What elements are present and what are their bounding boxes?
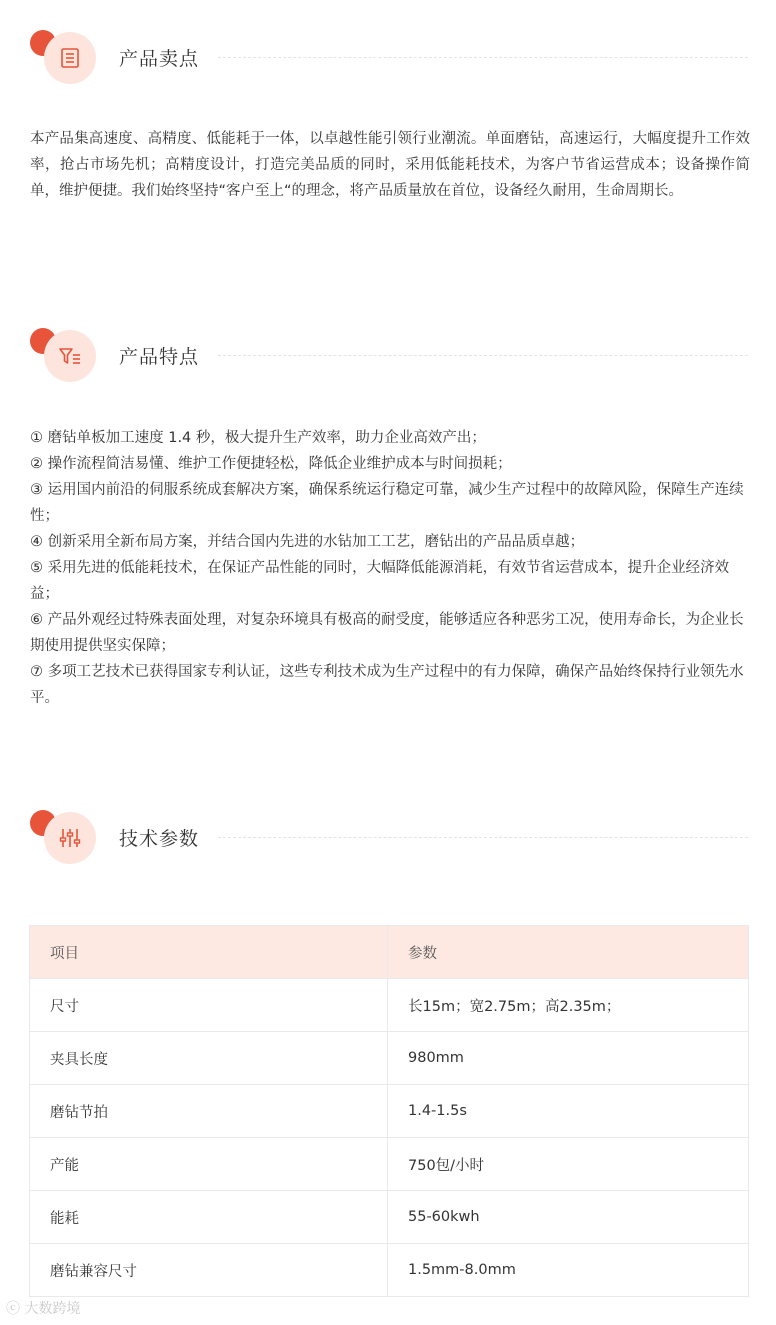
sliders-icon [44,812,96,864]
feature-item: ③ 运用国内前沿的伺服系统成套解决方案，确保系统运行稳定可靠，减少生产过程中的故障风险，保障生产连续性； [30,482,744,524]
table-cell-value: 980mm [388,1032,749,1085]
table-row [30,1244,749,1297]
table-row [30,1138,749,1191]
section-header-features [0,326,776,386]
section-title: 产品卖点 [119,48,200,70]
feature-item: ④ 创新采用全新布局方案，并结合国内先进的水钻加工工艺，磨钻出的产品品质卓越； [30,534,585,550]
table-row [30,1191,749,1244]
feature-item: ⑥ 产品外观经过特殊表面处理，对复杂环境具有极高的耐受度，能够适应各种恶劣工况，使用寿命长，为企业长期使用提供坚实保障； [30,612,744,654]
dashed-divider [218,355,748,356]
table-row [30,1032,749,1085]
table-cell-item: 尺寸 [30,979,388,1032]
features-list [30,425,750,711]
section-title: 产品特点 [119,346,200,368]
table-row [30,1085,749,1138]
table-cell-value: 55-60kwh [388,1191,749,1244]
column-header-value: 参数 [388,926,749,979]
table-cell-value: 1.5mm-8.0mm [388,1244,749,1297]
section-header-selling-points [0,28,776,88]
specs-table [29,925,749,1297]
dashed-divider [218,57,748,58]
watermark [6,1298,80,1318]
filter-list-icon [44,330,96,382]
table-cell-value: 1.4-1.5s [388,1085,749,1138]
selling-points-text: 本产品集高速度、高精度、低能耗于一体，以卓越性能引领行业潮流。单面磨钻，高速运行，大幅度提升工作效率，抢占市场先机；高精度设计，打造完美品质的同时，采用低能耗技术，为客户节省运营成本；设备操作简单，维护便捷。我们始终坚持“客户至上“的理念，将产品质量放在首位，设备经久耐用，生命周期长。 [30,131,750,199]
feature-item: ① 磨钻单板加工速度 1.4 秒，极大提升生产效率，助力企业高效产出； [30,430,486,446]
table-header-row [30,926,749,979]
table-cell-item: 产能 [30,1138,388,1191]
feature-item: ⑦ 多项工艺技术已获得国家专利认证，这些专利技术成为生产过程中的有力保障，确保产品始终保持行业领先水平。 [30,664,744,706]
dashed-divider [218,837,748,838]
table-cell-item: 磨钻兼容尺寸 [30,1244,388,1297]
watermark-text: 大数跨境 [24,1301,81,1317]
table-cell-value: 750包/小时 [388,1138,749,1191]
document-list-icon [44,32,96,84]
section-icon-badge [28,326,98,386]
watermark-logo-icon: ⓒ [6,1301,20,1317]
table-cell-item: 能耗 [30,1191,388,1244]
table-row [30,979,749,1032]
feature-item: ⑤ 采用先进的低能耗技术，在保证产品性能的同时，大幅降低能源消耗，有效节省运营成本，提升企业经济效益； [30,560,730,602]
section-icon-badge [28,808,98,868]
section-icon-badge [28,28,98,88]
table-cell-item: 磨钻节拍 [30,1085,388,1138]
table-cell-item: 夹具长度 [30,1032,388,1085]
table-cell-value: 长15m；宽2.75m；高2.35m； [388,979,749,1032]
feature-item: ② 操作流程简洁易懂、维护工作便捷轻松，降低企业维护成本与时间损耗； [30,456,512,472]
section-title: 技术参数 [119,828,200,850]
section-header-specs [0,808,776,868]
column-header-item: 项目 [30,926,388,979]
